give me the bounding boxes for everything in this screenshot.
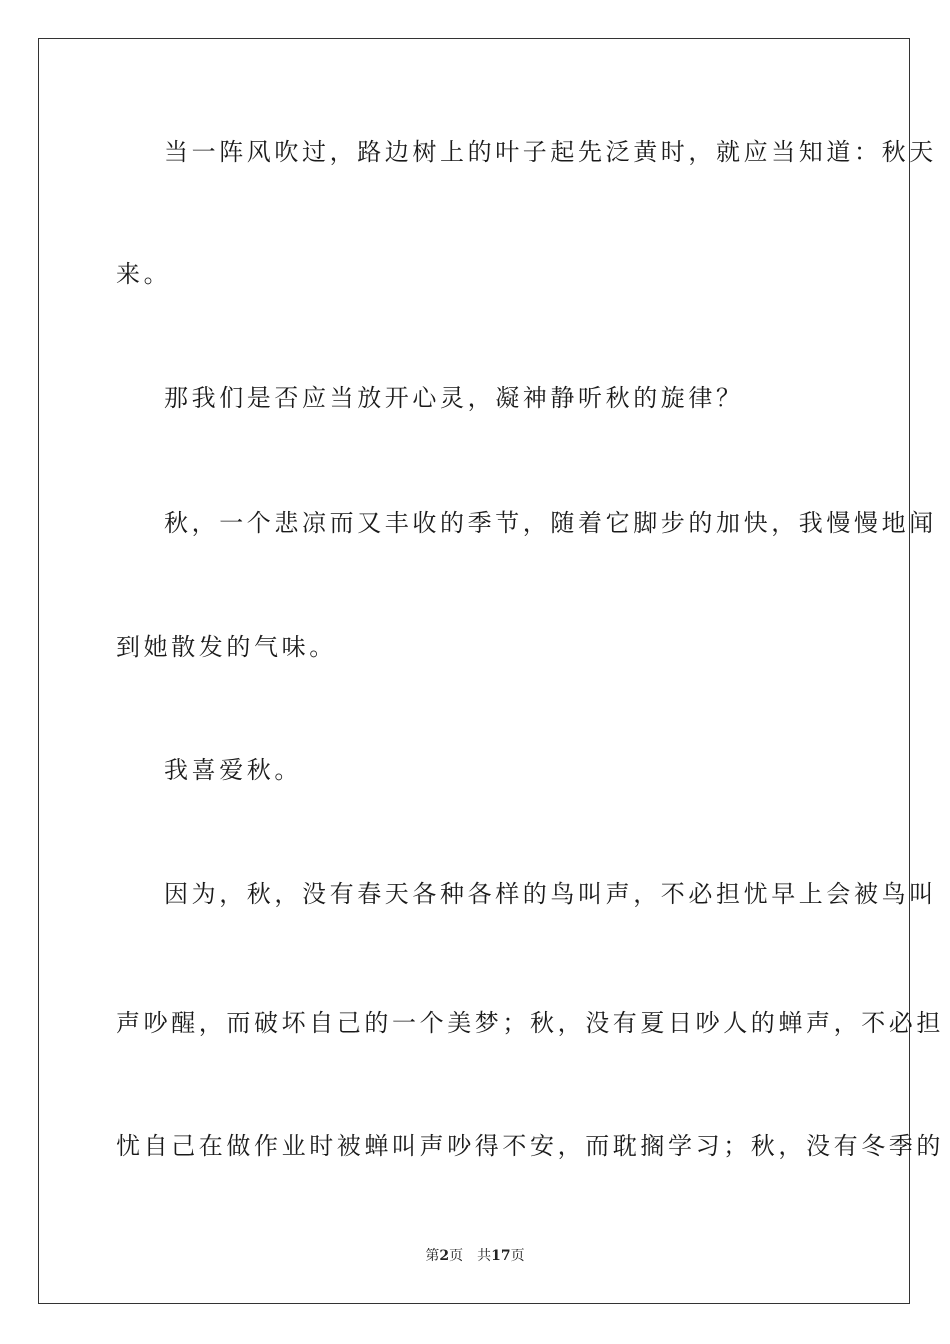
paragraph-line: 来。 — [116, 260, 172, 288]
paragraph-line: 忧自己在做作业时被蝉叫声吵得不安，而耽搁学习；秋，没有冬季的 — [116, 1132, 944, 1160]
total-suffix: 页 — [510, 1248, 525, 1264]
total-prefix: 共 — [477, 1248, 492, 1264]
paragraph-line: 秋，一个悲凉而又丰收的季节，随着它脚步的加快，我慢慢地闻 — [164, 509, 937, 537]
page-border — [38, 38, 944, 1304]
paragraph-line: 当一阵风吹过，路边树上的叶子起先泛黄时，就应当知道：秋天 — [164, 138, 937, 166]
page-prefix: 第 — [425, 1248, 440, 1264]
page-suffix: 页 — [449, 1248, 464, 1264]
paragraph-line: 那我们是否应当放开心灵，凝神静听秋的旋律？ — [164, 384, 744, 412]
page-number: 2 — [439, 1248, 450, 1264]
paragraph-line: 因为，秋，没有春天各种各样的鸟叫声，不必担忧早上会被鸟叫 — [164, 880, 937, 908]
page-footer — [0, 1246, 950, 1266]
paragraph-line: 到她散发的气味。 — [116, 633, 337, 661]
total-pages: 17 — [491, 1248, 511, 1264]
paragraph-line: 声吵醒，而破坏自己的一个美梦；秋，没有夏日吵人的蝉声，不必担 — [116, 1009, 944, 1037]
paragraph-line: 我喜爱秋。 — [164, 756, 302, 784]
